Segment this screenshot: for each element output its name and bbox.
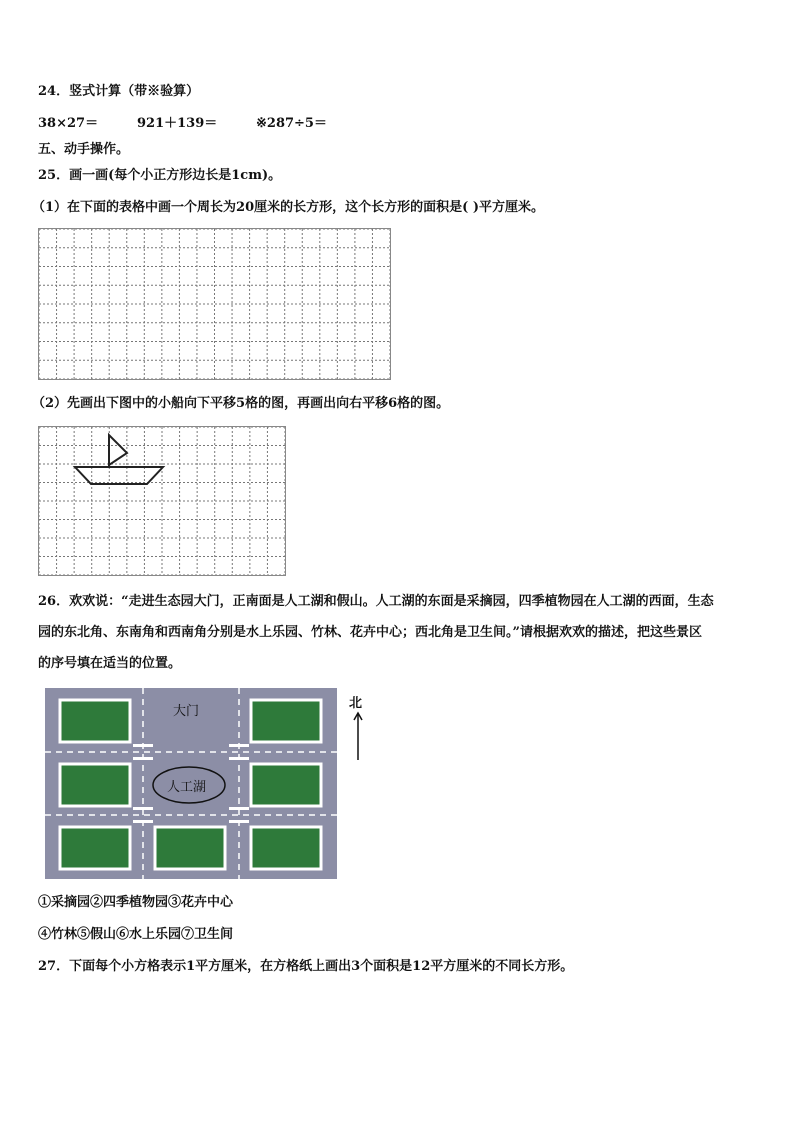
boat-shape [75,435,163,484]
q27-title: 27．下面每个小方格表示1平方厘米，在方格纸上画出3个面积是12平方厘米的不同长方形。 [38,959,574,974]
grid-2-lines [39,427,285,575]
q25-part2: （2）先画出下图中的小船向下平移5格的图，再画出向右平移6格的图。 [32,396,450,411]
lake-label: 人工湖 [167,780,207,795]
boat-hull [75,467,163,484]
north-label: 北 [349,696,363,711]
q24-problem-1: 38×27＝ [38,116,99,131]
section5-title: 五、动手操作。 [38,142,130,157]
grid-2[interactable] [38,426,286,576]
garden-se [251,827,321,869]
q25-part1: （1）在下面的表格中画一个周长为20厘米的长方形，这个长方形的面积是( )平方厘米。 [32,200,544,215]
grid-1[interactable] [38,228,391,380]
gate-label: 大门 [173,704,200,719]
north-indicator [348,692,370,762]
garden-nw [60,700,130,742]
garden-s [155,827,225,869]
q24-problem-2: 921＋139＝ [137,116,218,131]
garden-w [60,764,130,806]
garden-ne [251,700,321,742]
q26-options-2: ④竹林⑤假山⑥水上乐园⑦卫生间 [38,927,234,942]
garden-sw [60,827,130,869]
q24-problem-3: ※287÷5＝ [256,116,327,131]
q24-title: 24．竖式计算（带※验算） [38,84,200,99]
north-arrow-icon [348,710,368,760]
boat-sail [109,435,127,465]
grid-1-lines [39,229,390,379]
park-map [45,688,337,879]
q26-line3: 的序号填在适当的位置。 [38,656,182,671]
q26-line1: 26．欢欢说：“走进生态园大门，正南面是人工湖和假山。人工湖的东面是采摘园，四季植物园在人工湖的西面，生态 [38,594,714,609]
q25-title: 25．画一画(每个小正方形边长是1cm)。 [38,168,282,183]
q26-line2: 园的东北角、东南角和西南角分别是水上乐园、竹林、花卉中心；西北角是卫生间。”请根据欢欢的描述，把这些景区 [38,625,702,640]
garden-e [251,764,321,806]
q26-options-1: ①采摘园②四季植物园③花卉中心 [38,895,234,910]
